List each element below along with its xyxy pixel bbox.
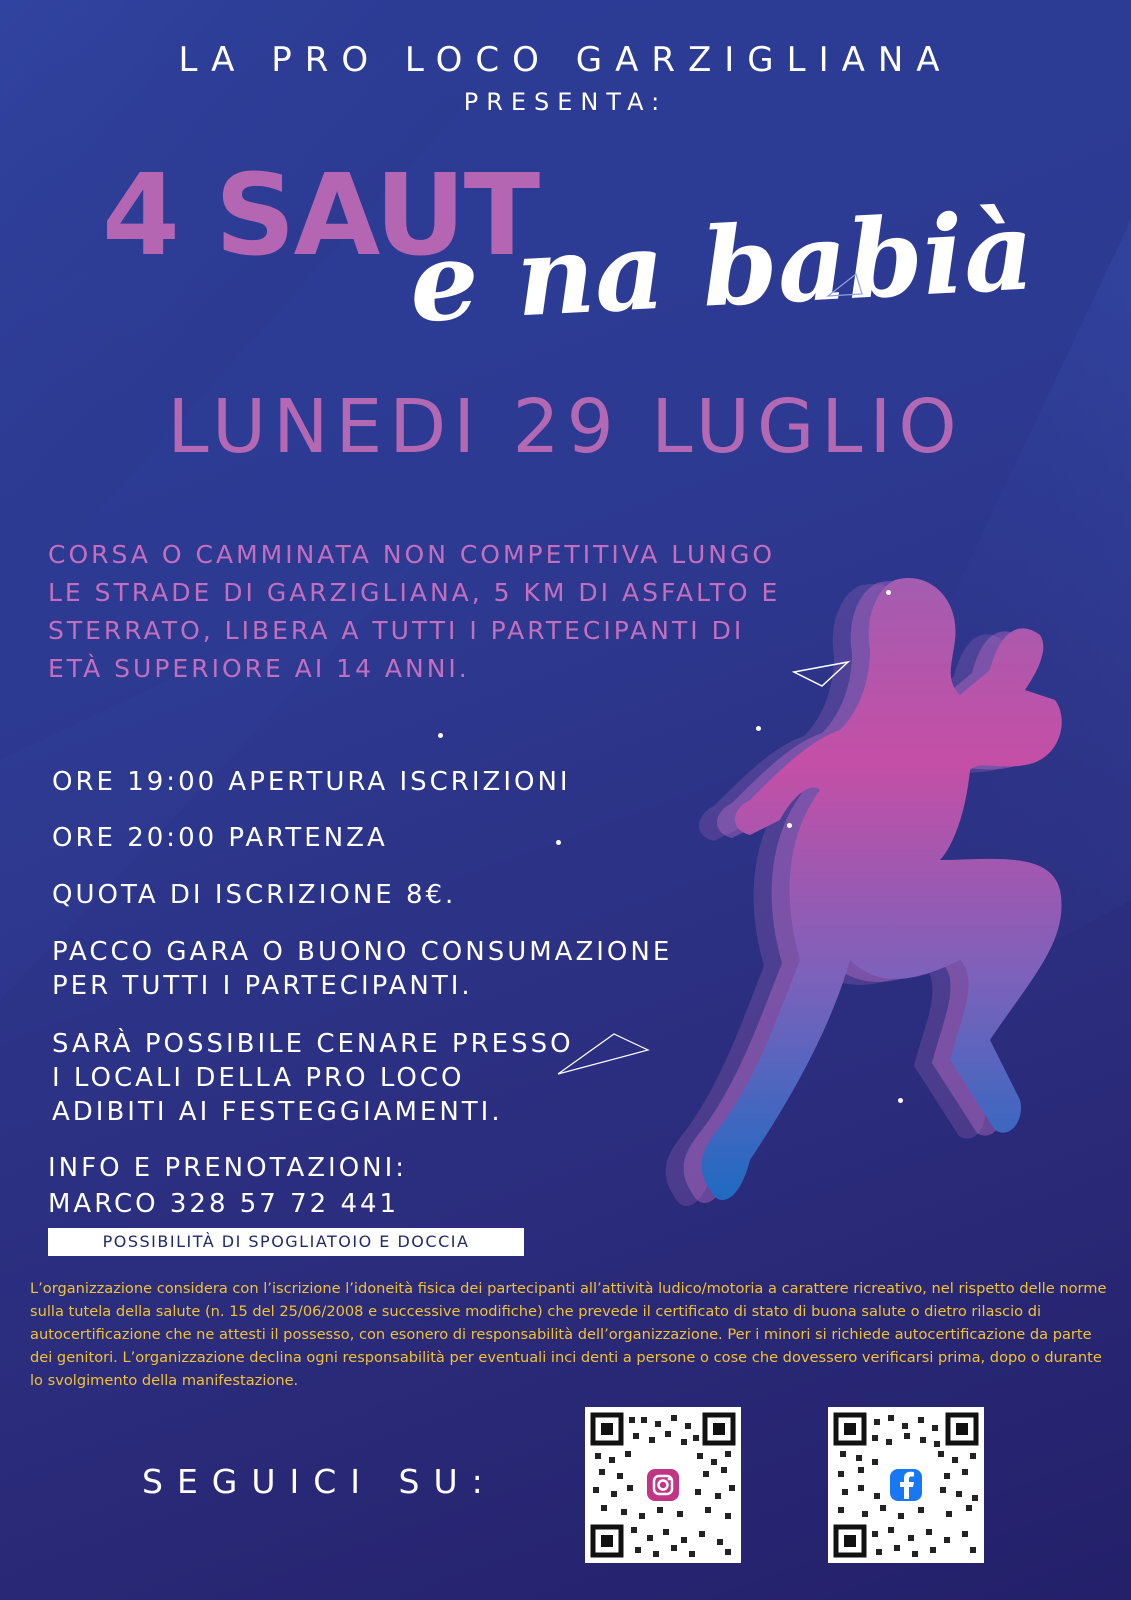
- registration-time: ORE 19:00 APERTURA ISCRIZIONI: [52, 767, 571, 797]
- organizer-title: LA PRO LOCO GARZIGLIANA: [178, 40, 953, 80]
- contact-phone[interactable]: MARCO 328 57 72 441: [48, 1189, 400, 1219]
- qr-pattern: [585, 1407, 741, 1563]
- decoration-dot: [886, 590, 891, 595]
- instagram-qr-code[interactable]: [585, 1407, 741, 1563]
- start-time: ORE 20:00 PARTENZA: [52, 823, 388, 853]
- presents-label: PRESENTA:: [463, 88, 668, 116]
- decoration-dot: [898, 1098, 903, 1103]
- dinner-line-1: SARÀ POSSIBILE CENARE PRESSO: [52, 1029, 574, 1059]
- event-description: CORSA O CAMMINATA NON COMPETITIVA LUNGO LE STRADE DI GARZIGLIANA, 5 KM DI ASFALTO E STERRATO, LIBERA A TUTTI I PARTECIPANTI DI ETÀ SUPERIORE AI 14 ANNI.: [48, 540, 781, 683]
- event-title: 4 SAUT: [102, 151, 539, 281]
- facilities-badge: POSSIBILITÀ DI SPOGLIATOIO E DOCCIA: [48, 1228, 524, 1256]
- decoration-dot: [787, 823, 792, 828]
- race-kit-line-1: PACCO GARA O BUONO CONSUMAZIONE: [52, 937, 673, 967]
- dinner-line-3: ADIBITI AI FESTEGGIAMENTI.: [52, 1097, 503, 1127]
- event-subtitle: e na babià: [406, 188, 1037, 347]
- dinner-line-2: I LOCALI DELLA PRO LOCO: [52, 1063, 465, 1093]
- facebook-qr-code[interactable]: [828, 1407, 984, 1563]
- decoration-dot: [438, 733, 443, 738]
- qr-pattern: [828, 1407, 984, 1563]
- follow-us-label: SEGUICI SU:: [142, 1462, 497, 1501]
- race-kit-line-2: PER TUTTI I PARTECIPANTI.: [52, 971, 473, 1001]
- runner-silhouette-icon: [630, 560, 1100, 1240]
- registration-fee: QUOTA DI ISCRIZIONE 8€.: [52, 880, 457, 910]
- decoration-dot: [756, 726, 761, 731]
- contact-block: [48, 1150, 407, 1222]
- decoration-triangle: [826, 270, 866, 300]
- liability-disclaimer: L’organizzazione considera con l’iscrizione l’idoneità fisica dei partecipanti all’attività ludico/motoria a carattere ricreativo, nel rispetto delle norme sulla tutela della salute (n. 15 del 25/06/2008 e successive modifiche) che prevede il certificato di stato di buona salute o dietro rilascio di autocertificazione che ne attesti il possesso, con esonero di responsabilità dell’organizzazione. Per i minori si richiede autocertificazione da parte dei genitori. L’organizzazione declina ogni responsabilità per eventuali inci denti a persone o cose che dovessero verificarsi prima, dopo o durante lo svolgimento della manifestazione.: [30, 1280, 1107, 1389]
- decoration-dot: [556, 840, 561, 845]
- contact-label: INFO E PRENOTAZIONI:: [48, 1153, 408, 1183]
- decoration-triangle: [792, 660, 852, 690]
- event-date: LUNEDI 29 LUGLIO: [167, 384, 964, 470]
